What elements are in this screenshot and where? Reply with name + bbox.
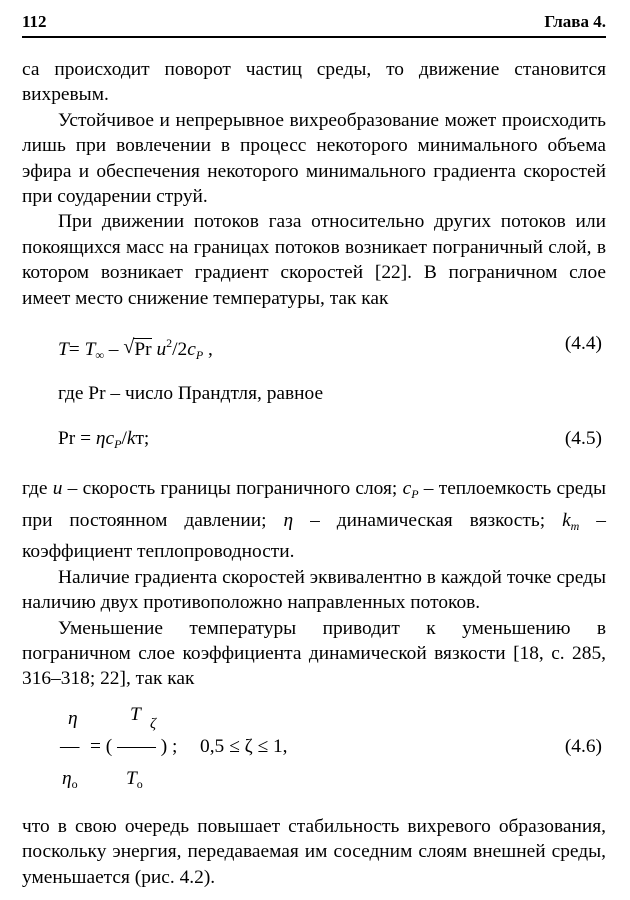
fraction-bar-eta: — [60,735,80,757]
paragraph-8: что в свою очередь повышает стабильность вихревого образования, поскольку энергия, передаваемая им соседним слоям внешней среды, уменьшается (рис. 4.2). [22,815,606,888]
equation-4-5-expression: $Pr = \eta c_P/kт$; [58,428,150,452]
eta-denominator: $\eta_о$ [62,767,78,791]
equation-4-5 [22,426,606,456]
sqrt-symbol: √ Pr [123,336,152,361]
paragraph-5: где u – скорость границы пограничного слоя; $c_P$ – теплоемкость среды при постоянном давлении; η – динамическая вязкость; $k_т$ – коэффициент теплопроводности. [22,478,607,563]
body-text [22,57,606,890]
paragraph-2: Устойчивое и непрерывное вихреобразование может происходить лишь при вовлечении в процесс некоторого минимального объема эфира и обеспечения некоторого минимального градиента скоростей при соударении струй. [22,109,606,208]
equation-4-4 [22,331,606,361]
equation-4-4-number: (4.4) [564,333,602,355]
paragraph-7: Уменьшение температуры приводит к уменьшению в пограничном слое коэффициента динамической вязкости [18, с. 285, 316–318; 22], так как [22,617,606,690]
zeta-range: 0,5 ≤ ζ ≤ 1, [200,735,288,757]
page-header [22,10,606,38]
equation-4-6-number: (4.6) [564,735,602,757]
page-number: 112 [22,12,47,31]
page [22,10,606,890]
paragraph-3: При движении потоков газа относительно других потоков или покоящихся масс на границах потоков возникает пограничный слой, в котором возникает градиент скоростей [22]. В пограничном слое имеет место снижение температуры, так как [22,211,606,309]
equation-4-4-expression: $T= T_\infty$ – √ Pr $u^2/2c_P$ , [58,336,213,363]
t-numerator: T [130,703,141,725]
equation-4-6 [22,703,606,796]
eta-numerator: η [68,707,78,729]
paragraph-6: Наличие градиента скоростей эквивалентно в каждой точке среды наличию двух противоположно направленных потоков. [22,566,606,614]
equation-4-5-number: (4.5) [564,428,602,450]
chapter-title: Глава 4. [544,12,606,31]
paragraph-4: где Pr – число Прандтля, равное [58,383,324,405]
fraction-middle: = ( —— ) ; [90,735,178,757]
paragraph-1: са происходит поворот частиц среды, то движение становится вихревым. [22,59,606,106]
t-denominator: $T_о$ [126,767,143,791]
zeta-exponent: ζ [150,715,157,732]
